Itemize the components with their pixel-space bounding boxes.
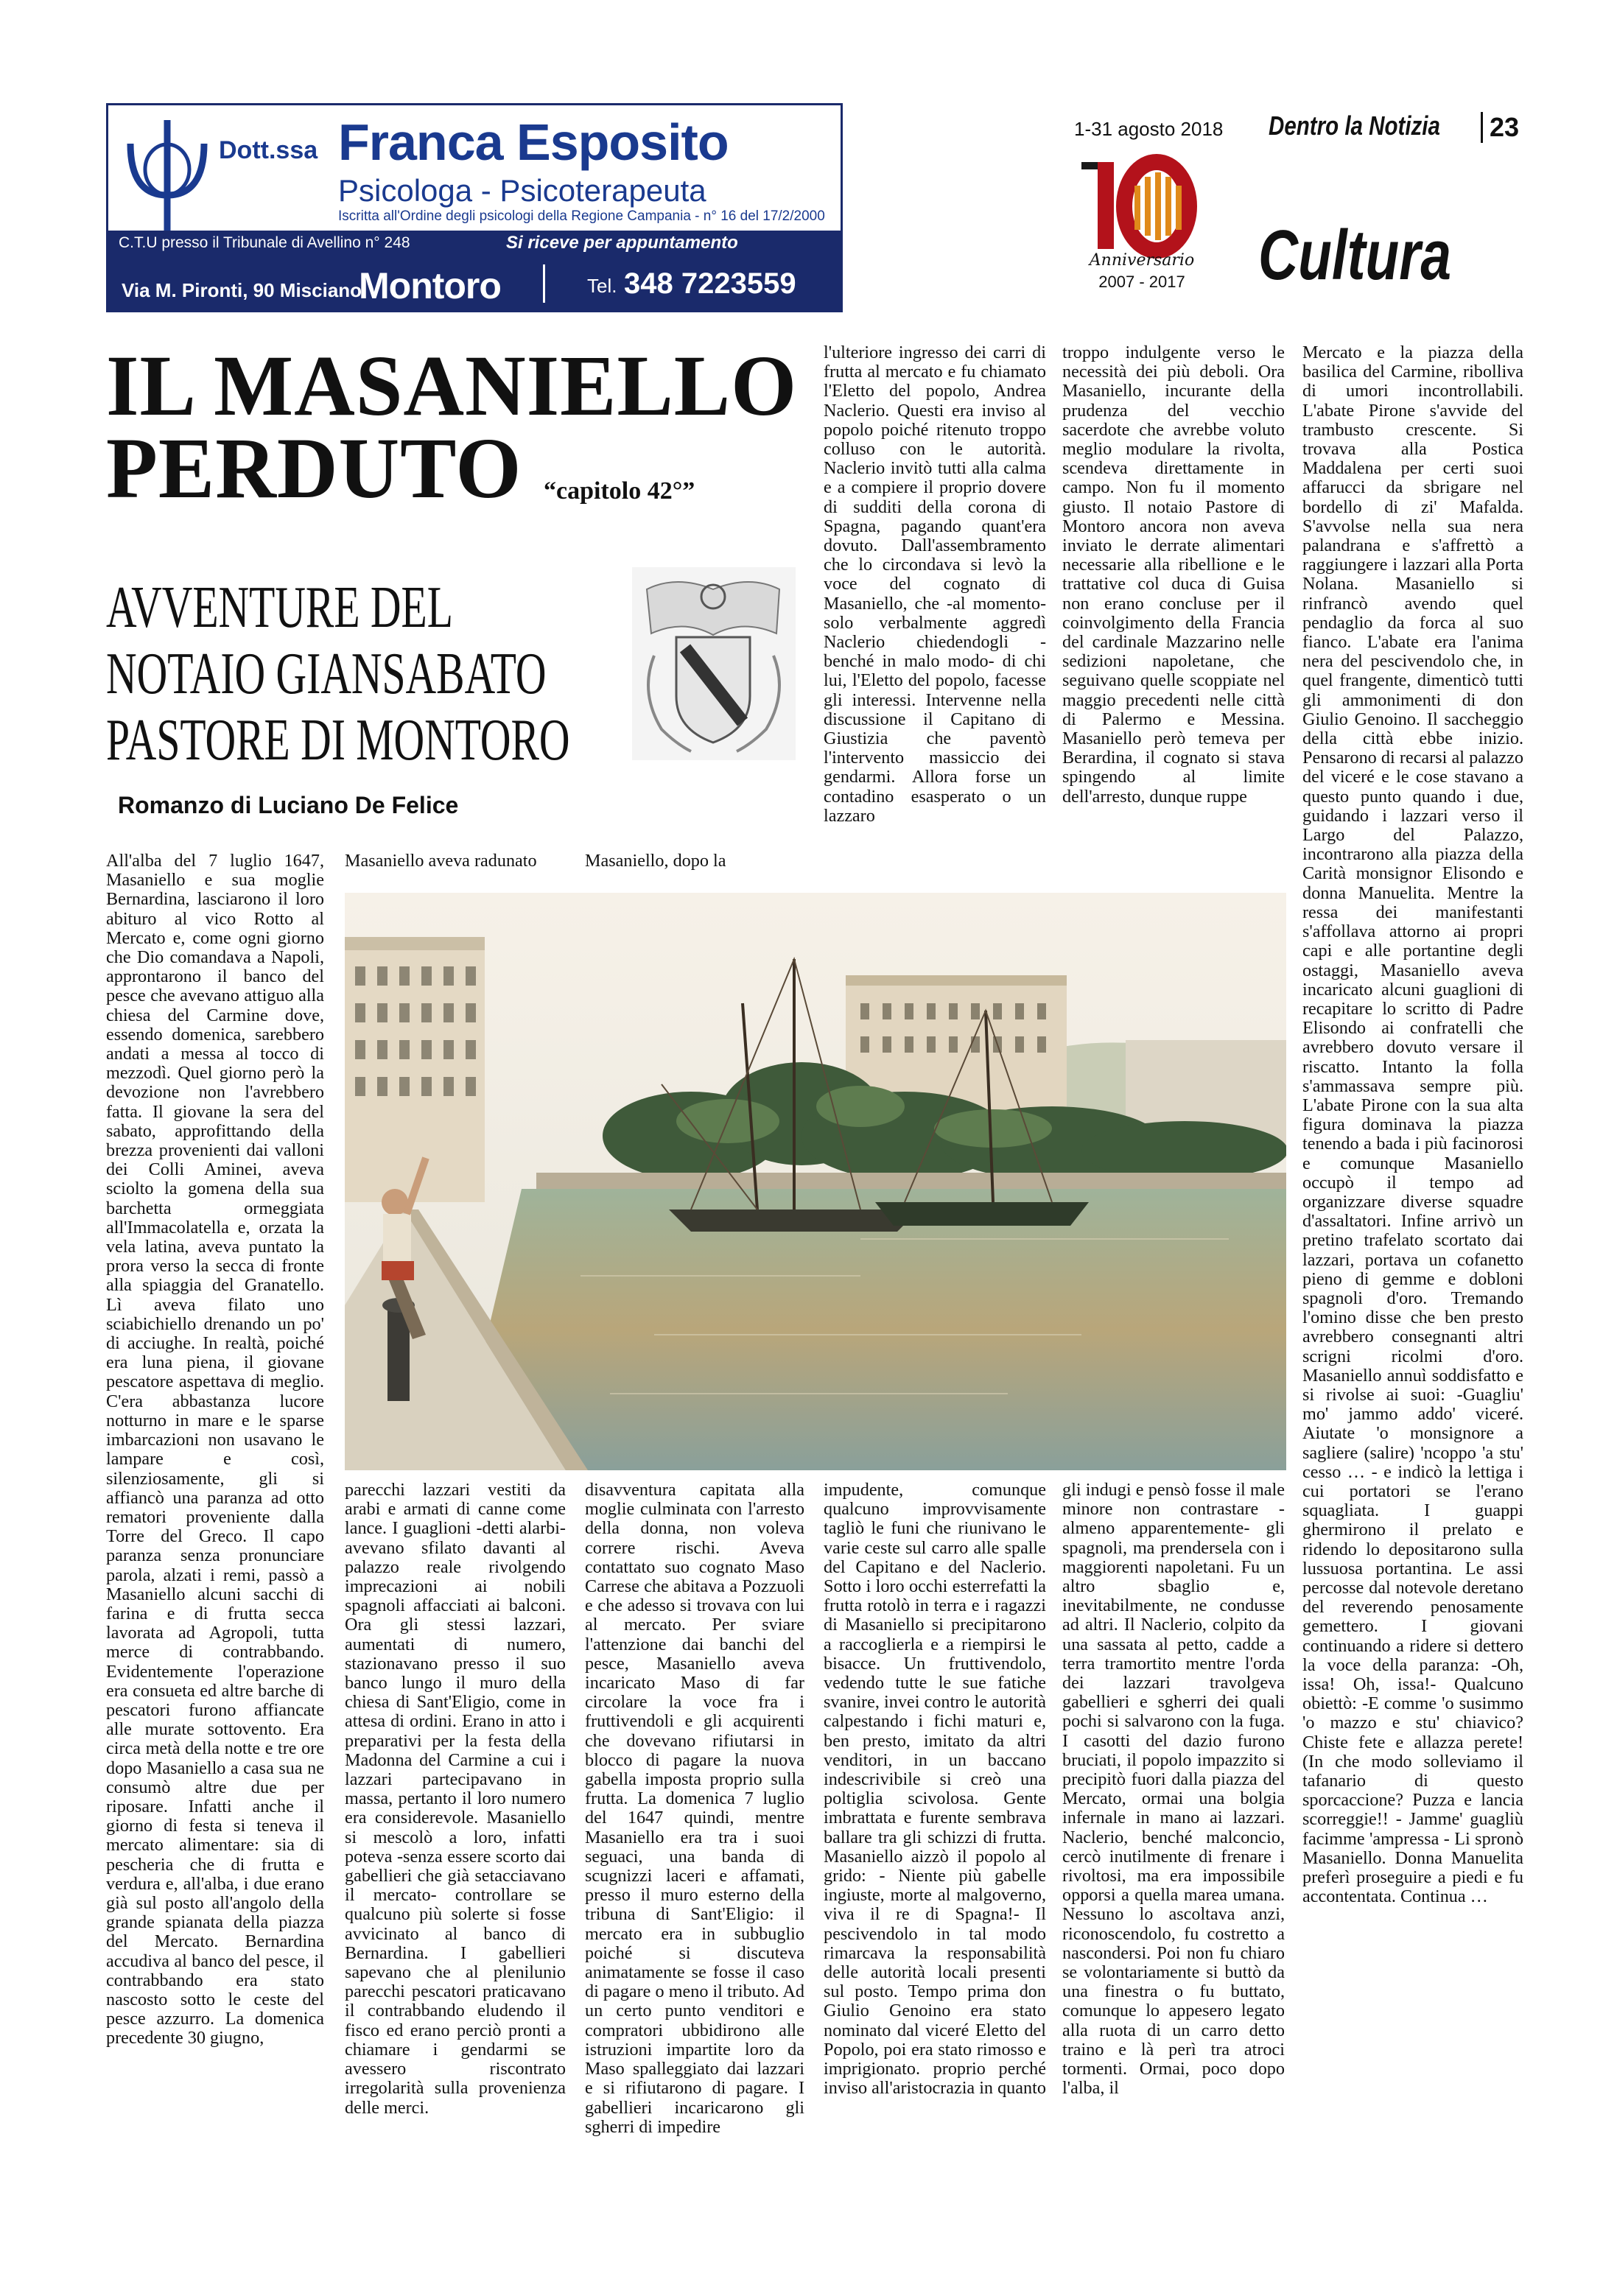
anniversary-years: 2007 - 2017: [1098, 273, 1185, 291]
ad-address: Via M. Pironti, 90 Misciano: [122, 279, 362, 301]
headline-line1: IL MASANIELLO: [106, 337, 798, 434]
masthead-divider: [1481, 112, 1483, 143]
ad-ctu: C.T.U presso il Tribunale di Avellino n° 248: [119, 234, 410, 251]
ad-name: Franca Esposito: [338, 113, 729, 171]
anniversary-logo-icon: [1068, 147, 1216, 295]
publication-name: Dentro la Notizia: [1269, 110, 1440, 141]
article-column-3-bottom: disavventura capitata alla moglie culminata con l'arresto della donna, non voleva correre rischi. Aveva contattato suo cognato Maso Carrese che abitava a Pozzuoli e che adesso si trovava con lui al mercato. Per sviare l'attenzione dai banchi del pesce, Masaniello aveva incaricato Maso di far circolare la voce fra i fruttivendoli e gli acquirenti che dovevano rifiutarsi in blocco di pagare la nuova gabella imposta proprio sulla frutta. La domenica 7 luglio del 1647 quindi, mentre Masaniello era tra i suoi seguaci, una banda di scugnizzi laceri e affamati, presso il muro esterno della tribuna di Sant'Eligio: il mercato era in subbuglio poiché si discuteva animatamente se fosse il caso di pagare o meno il tributo. Ad un certo punto venditori e compratori ubbidirono alle istruzioni impartite loro da Maso spalleggiato dai lazzari e si rifiutarono di pagare. I gabellieri incaricarono gli sgherri di impedire: [585, 1481, 804, 2137]
article-column-2-top: Masaniello aveva radunato: [345, 852, 537, 871]
section-title: Cultura: [1258, 216, 1452, 295]
ad-info-bar: [108, 231, 841, 257]
article-column-2-bottom: parecchi lazzari vestiti da arabi e armati di canne come lance. I guaglioni -detti alarbi- avevano sfilato davanti al palazzo reale rivolgendo imprecazioni ai nobili spagnoli affacciati ai balconi. Ora gli stessi lazzari, aumentati di numero, stazionavano presso il suo banco lungo il muro della chiesa di Sant'Eligio, come in attesa di ordini. Erano in atto i preparativi per la festa della Madonna del Carmine a cui i lazzari partecipavano in massa, pertanto il loro numero era considerevole. Masaniello si mescolò a loro, infatti poteva -senza essere scorto dai gabellieri che già setacciavano il mercato- controllare se qualcuno più solerte si fosse avvicinato al banco di Bernardina. I gabellieri sapevano che al plenilunio parecchi pescatori praticavano il contrabbando eludendo il fisco ed erano perciò pronti a chiamare i gendarmi se avessero riscontrato irregolarità sulla provenienza delle merci.: [345, 1481, 566, 2118]
issue-date: 1-31 agosto 2018: [1074, 118, 1224, 140]
subheadline: [106, 575, 569, 773]
article-column-4-top: l'ulteriore ingresso dei carri di frutta al mercato e fu chiamato l'Eletto del popolo, Andrea Naclerio. Questi era inviso al popolo poiché ritenuto troppo colluso con le autorità. Naclerio invitò tutti alla calma e a compiere il proprio dovere di sudditi della corona di Spagna, pagando quant'era dovuto. Dall'assembramento che lo circondava si levò la voce del cognato di Masaniello, che -al momento- solo verbalmente aggredì Naclerio chiedendogli - benché in malo modo- di chi lui, l'Eletto del popolo, facesse gli interessi. Intervenne nella discussione il Capitano di Giustizia che paventò l'intervento massiccio dei gendarmi. Allora forse un contadino esasperato o un lazzaro: [824, 343, 1046, 826]
ad-contact-bar: [108, 257, 841, 310]
ad-title: Dott.ssa: [219, 136, 318, 164]
article-column-6: Mercato e la piazza della basilica del Carmine, ribolliva di umori incontrollabili. L'abate Pirone s'avvide del trambusto crescente. Si trovava alla Postica Maddalena per certi suoi affarucci da sbrigare nel bordello di zi' Mafalda. S'avvolse nella sua nera palandrana e s'affrettò a raggiungere i lazzari alla Porta Nolana. Masaniello si rinfrancò avendo quel pendaglio da forca al suo fianco. L'abate era l'anima nera del pescivendolo che, in quel frangente, dimenticò tutti gli ammonimenti di don Giulio Genoino. Il saccheggio della città ebbe inizio. Pensarono di recarsi al palazzo del viceré e le cose stavano a questo punto quando i due, guidando i lazzari verso il Largo del Palazzo, incontrarono alla piazza della Carità monsignor Elisondo e donna Manuelita. Mentre la ressa dei manifestanti s'affollava attorno ai propri capi e alle portantine degli ostaggi, Masaniello aveva incaricato alcuni guaglioni di recapitare lo scritto di Padre Elisondo ai confratelli che avrebbero dovuto versare il riscatto. Intanto la folla s'ammassava sempre più. L'abate Pirone con la sua alta figura dominava la piazza tenendo a bada i più facinorosi e comunque Masaniello occupò il tempo ad organizzare diverse squadre d'assaltatori. Infine arrivò un pretino trafelato scortato dai lazzari, portava un cofanetto pieno di gemme e dobloni spagnoli d'oro. Tremando l'omino disse che ben presto avrebbero consegnanti altri scrigni ricolmi d'oro. Masaniello annuì soddisfatto e si rivolse ai suoi: -Guagliu' mo' jammo addo' viceré. Aiutate 'o monsignore a sagliere (salire) 'ncoppo 'a stu' cesso … - e indicò la lettiga i cui portatori se l'erano squagliata. I guappi ghermirono il prelato e ridendo lo depositarono sulla lussuosa portantina. Le assi percosse dal notevole deretano del reverendo penosamente gemettero. I giovani continuando a ridere si dettero la voce della paranza: -Oh, issa! Oh, issa!- Qualcuno obiettò: -E comme 'o susimmo 'o mazzo e stu' chiavico? Chiste fete e allazza perete! (In che modo solleviamo il tafanario di questo sporcaccione? Puzza e lancia scorreggie!! - Jamme' guagliù facimme 'ampressa - Li spronò Masaniello. Donna Manuelita preferì proseguire a piedi e fu accontentata. Continua …: [1302, 343, 1523, 1907]
subheadline-line: AVVENTURE DEL: [106, 575, 453, 640]
chapter-label: “capitolo 42°”: [544, 477, 695, 505]
psychologist-advertisement: [106, 103, 843, 312]
headline-line2: PERDUTO: [106, 420, 522, 516]
anniversary-label: Anniversario: [1089, 251, 1195, 270]
ad-registration: Iscritta all'Ordine degli psicologi della Regione Campania - n° 16 del 17/2/2000: [338, 208, 825, 224]
ad-appointment: Si riceve per appuntamento: [506, 233, 738, 253]
ad-tel-label: Tel.: [587, 275, 617, 297]
article-column-3-top: Masaniello, dopo la: [585, 852, 726, 871]
ad-city: Montoro: [359, 265, 501, 306]
ad-divider: [543, 264, 545, 303]
article-column-1: All'alba del 7 luglio 1647, Masaniello e sua moglie Bernardina, lasciarono il loro abituro al vico Rotto al Mercato e, come ogni giorno che Dio comandava a Napoli, approntarono il banco del pesce che avevano attiguo alla chiesa del Carmine dove, essendo domenica, sarebbero andati a messa al tocco di mezzodì. Quel giorno però la devozione non l'avrebbero fatta. Il giovane la sera del sabato, approfittando della brezza provenienti dai valloni dei Colli Aminei, aveva sciolto la gomena della sua barchetta ormeggiata all'Immacolatella e, orzata la vela latina, aveva puntato la prora verso la secca di fronte alla spiaggia del Granatello. Lì aveva filato uno sciabichiello drenando un po' di acciughe. In realtà, poiché era luna piena, il giovane pescatore aspettava di meglio. C'era abbastanza lucore notturno in mare e le sparse imbarcazioni non usavano le lampare e così, silenziosamente, gli si affiancò una paranza ad otto rematori proveniente dalla Torre del Greco. Il capo paranza senza pronunciare parola, alzati i remi, passò a Masaniello alcuni sacchi di farina e di frutta secca lavorata ad Agropoli, tutta merce di contrabbando. Evidentemente l'operazione era consueta ed altre barche di pescatori furono affiancate alle murate sottovento. Era circa metà della notte e tre ore dopo Masaniello a casa sua ne consumò altre due per riposare. Infatti anche il giorno di festa si teneva il mercato alimentare: sia di pescheria che di frutta e verdura e, all'alba, i due erano già sul posto all'angolo della grande spianata della piazza del Mercato. Bernardina accudiva al banco del pesce, il contrabbando era stato nascosto sotto le ceste del pesce azzurro. La domenica precedente 30 giugno,: [106, 852, 324, 2049]
article-column-5-bottom: gli indugi e pensò fosse il male minore non contrastare -almeno apparentemente- gli spagnoli, ma prendersela con i maggiorenti napoletani. Fu un altro sbaglio e, inevitabilmente, ne condusse ad altri. Il Naclerio, colpito da una sassata al petto, cadde a terra tramortito mentre l'orda dei lazzari travolgeva gabellieri e sgherri dei quali pochi si salvarono con la fuga. I casotti del dazio furono bruciati, il popolo impazzito si precipitò fuori dalla piazza del Mercato, ormai una bolgia infernale in mano ai lazzari. Naclerio, benché malconcio, cercò inutilmente di frenare i rivoltosi, ma era impossibile opporsi a quella marea umana. Nessuno lo ascoltava anzi, riconoscendolo, fu costretto a nascondersi. Poi non fu chiaro se volontariamente si buttò da una finestra o fu buttato, comunque lo appesero legato alla ruota di un carro detto traino e là perì tra atroci tormenti. Ormai, poco dopo l'alba, il: [1062, 1481, 1285, 2099]
ad-profession: Psicologa - Psicoterapeuta: [338, 173, 706, 208]
subheadline-line: PASTORE DI MONTORO: [106, 708, 570, 773]
byline: Romanzo di Luciano De Felice: [118, 792, 459, 818]
article-column-5-top: troppo indulgente verso le necessità dei più deboli. Ora Masaniello, incurante della prudenza del vecchio sacerdote che avrebbe voluto meglio modulare la rivolta, scendeva direttamente in campo. Non fu il momento giusto. Il notaio Pastore di Montoro ancora non aveva inviato le derrate alimentari necessarie alla ribellione e le trattative col duca di Guisa non erano concluse per il coinvolgimento della Francia del cardinale Mazzarino nelle sedizioni napoletane, che seguivano quelle scoppiate nel maggio precedenti nelle città di Palermo e Messina. Masaniello però temeva per Berardina, il cognato si stava spingendo al limite dell'arresto, dunque ruppe: [1062, 343, 1285, 807]
psi-logo-icon: [116, 114, 219, 247]
subheadline-line: NOTAIO GIANSABATO: [106, 642, 547, 706]
article-column-4-bottom: impudente, comunque qualcuno improvvisamente tagliò le funi che riunivano le varie ceste sul carro alle spalle del Capitano e del Naclerio. Sotto i loro occhi esterrefatti la frutta rotolò in terra e i ragazzi di Masaniello si precipitarono a raccoglierla e a riempirsi le bisacce. Un fruttivendolo, vedendo tutte le sue fatiche svanire, invei contro le autorità calpestando i fichi maturi e, ben presto, imitato da altri venditori, in un baccano indescrivibile si creò una poltiglia scivolosa. Gente imbrattata e furente sembrava ballare tra gli schizzi di frutta. Masaniello aizzò il popolo al grido: - Niente più gabelle ingiuste, morte al malgoverno, viva il re di Spagna!- Il pescivendolo in tal modo rimarcava la responsabilità delle autorità locali presenti sul posto. Tempo prima don Giulio Genoino era stato nominato dal viceré Eletto del Popolo, poi era stato rimosso e imprigionato. proprio perché inviso all'aristocrazia in quanto: [824, 1481, 1046, 2099]
harbor-painting-image: [345, 893, 1286, 1470]
coat-of-arms-image: [632, 567, 796, 760]
ad-tel-number: 348 7223559: [624, 267, 796, 300]
page-number: 23: [1490, 112, 1520, 142]
